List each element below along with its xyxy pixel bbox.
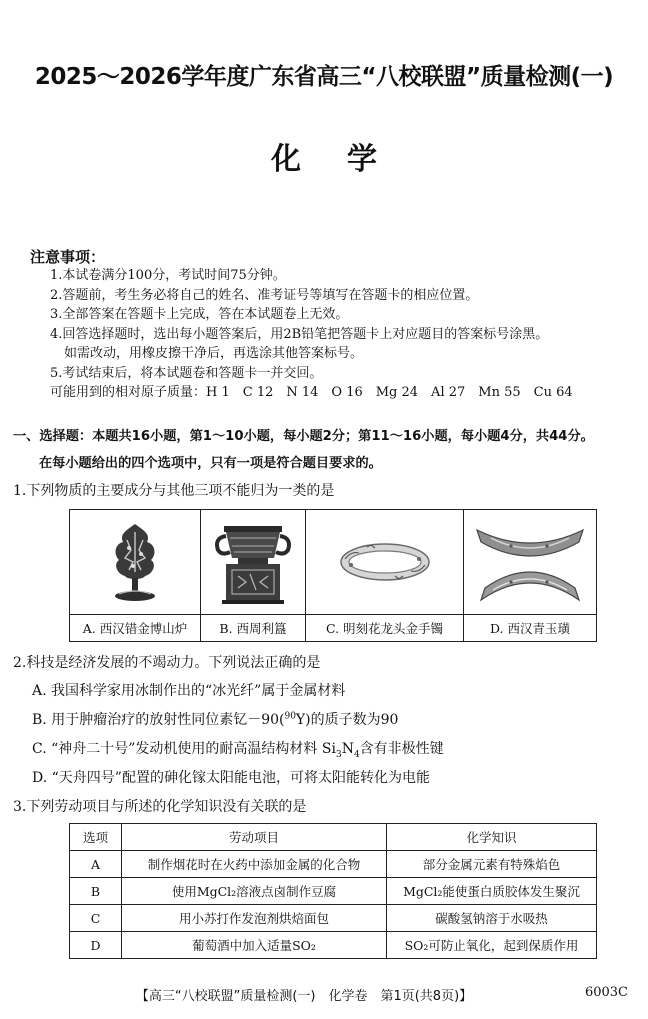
- table-cell: SO₂可防止氧化，起到保质作用: [387, 932, 597, 959]
- option-b-text-end: Y)的质子数为90: [295, 712, 399, 728]
- table-cell: B: [70, 878, 122, 905]
- option-c-text: C. “神舟二十号”发动机使用的耐高温结构材料 Si: [32, 741, 336, 757]
- table-row: [70, 851, 597, 878]
- table-row: [70, 932, 597, 959]
- table-cell: A: [70, 851, 122, 878]
- question-3-table: [69, 823, 597, 959]
- notice-list: [50, 266, 630, 403]
- option-d-image-cell: [464, 510, 597, 615]
- table-header: 选项: [70, 824, 122, 851]
- subscript: 4: [353, 749, 360, 760]
- bracelet-image: [337, 539, 433, 585]
- question-2-option-c: [32, 738, 444, 760]
- jade-huang-image: [471, 516, 589, 608]
- option-d-caption: D. 西汉青玉璜: [464, 615, 597, 642]
- atomic-masses: 可能用到的相对原子质量：H 1 C 12 N 14 O 16 Mg 24 Al 27 Mn 55 Cu 64: [50, 385, 573, 400]
- option-b-image-cell: [201, 510, 306, 615]
- notice-item: 3.全部答案在答题卡上完成，答在本试题卷上无效。: [50, 307, 349, 322]
- question-3-stem: 3.下列劳动项目与所述的化学知识没有关联的是: [13, 799, 307, 815]
- table-cell: 使用MgCl₂溶液点卤制作豆腐: [122, 878, 387, 905]
- table-header: 劳动项目: [122, 824, 387, 851]
- notice-title: 注意事项：: [30, 248, 106, 266]
- section-heading: [13, 423, 643, 477]
- option-b-text: B. 用于肿瘤治疗的放射性同位素钇－90(: [32, 712, 285, 728]
- table-cell: 制作烟花时在火药中添加金属的化合物: [122, 851, 387, 878]
- table-header: 化学知识: [387, 824, 597, 851]
- table-cell: 碳酸氢钠溶于水吸热: [387, 905, 597, 932]
- question-1-stem: 1.下列物质的主要成分与其他三项不能归为一类的是: [13, 483, 335, 499]
- table-row: [70, 878, 597, 905]
- table-cell: 部分金属元素有特殊焰色: [387, 851, 597, 878]
- question-2-stem: 2.科技是经济发展的不竭动力。下列说法正确的是: [13, 655, 321, 671]
- notice-item: 4.回答选择题时，选出每小题答案后，用2B铅笔把答题卡上对应题目的答案标号涂黑。: [50, 326, 549, 342]
- table-row: [70, 905, 597, 932]
- option-a-caption: A. 西汉错金博山炉: [70, 615, 201, 642]
- question-1-image-table: [69, 509, 597, 642]
- element-symbol: N: [341, 741, 354, 757]
- notice-item: 如需改动，用橡皮擦干净后，再选涂其他答案标号。: [64, 346, 364, 361]
- option-c-text-end: 含有非极性键: [359, 741, 444, 757]
- censer-image: [105, 520, 165, 604]
- subject-title: 化学: [271, 142, 423, 177]
- question-2-option-d: D. “天舟四号”配置的砷化镓太阳能电池，可将太阳能转化为电能: [32, 770, 430, 786]
- question-2-option-b: [32, 709, 398, 729]
- footer-text: 【高三“八校联盟”质量检测(一) 化学卷 第1页(共8页)】: [135, 989, 473, 1004]
- paper-code: 6003C: [584, 985, 628, 1000]
- notice-item: 2.答题前，考生务必将自己的姓名、准考证号等填写在答题卡的相应位置。: [50, 287, 479, 303]
- subscript: 3: [335, 749, 342, 760]
- table-cell: C: [70, 905, 122, 932]
- option-a-image-cell: [70, 510, 201, 615]
- table-cell: D: [70, 932, 122, 959]
- notice-item: 1.本试卷满分100分，考试时间75分钟。: [50, 268, 286, 283]
- table-cell: MgCl₂能使蛋白质胶体发生聚沉: [387, 878, 597, 905]
- option-c-caption: C. 明刻花龙头金手镯: [306, 615, 464, 642]
- table-cell: 葡萄酒中加入适量SO₂: [122, 932, 387, 959]
- notice-item: 5.考试结束后，将本试题卷和答题卡一并交回。: [50, 365, 323, 381]
- section-line: 一、选择题：本题共16小题，第1～10小题，每小题2分；第11～16小题，每小题4分，共44分。: [13, 429, 594, 444]
- gui-vessel-image: [212, 518, 294, 606]
- question-2-option-a: A. 我国科学家用冰制作出的“冰光纤”属于金属材料: [32, 683, 346, 699]
- option-b-caption: B. 西周利簋: [201, 615, 306, 642]
- table-header-row: [70, 824, 597, 851]
- section-line: 在每小题给出的四个选项中，只有一项是符合题目要求的。: [39, 456, 382, 471]
- option-c-image-cell: [306, 510, 464, 615]
- page-footer: [0, 985, 648, 1004]
- mass-number: 90: [284, 711, 296, 722]
- table-cell: 用小苏打作发泡剂烘焙面包: [122, 905, 387, 932]
- exam-title: 2025～2026学年度广东省高三“八校联盟”质量检测(一): [34, 64, 614, 90]
